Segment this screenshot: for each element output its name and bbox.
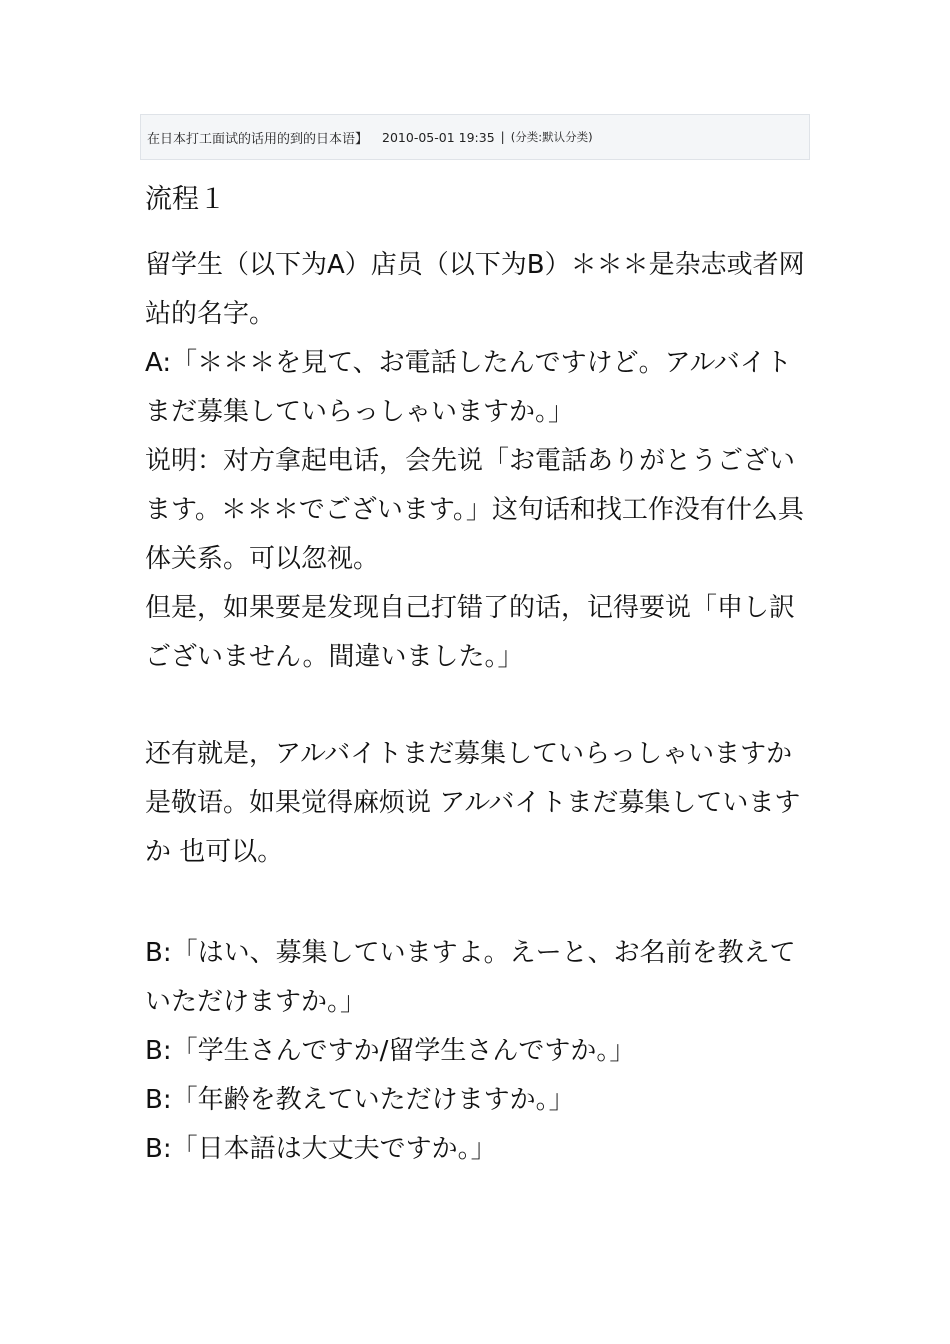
intro-paragraph: 留学生（以下为A）店员（以下为B）＊＊＊是杂志或者网站的名字。 <box>145 250 805 329</box>
dialog-line-b: B:「日本語は大丈夫ですか。」 <box>145 1134 497 1164</box>
mistake-paragraph: 但是，如果要是发现自己打错了的话，记得要说「申し訳ございません。間違いました。」 <box>145 593 796 672</box>
category-label[interactable]: (分类:默认分类) <box>510 130 593 144</box>
paragraph-spacer <box>145 877 810 929</box>
explanation-paragraph: 说明：对方拿起电话，会先说「お電話ありがとうございます。＊＊＊でございます。」这句话和找工作没有什么具体关系。可以忽视。 <box>145 446 804 574</box>
header-separator: | <box>500 130 505 144</box>
article-title[interactable]: 在日本打工面试的话用的到的日本语】 <box>147 131 369 147</box>
section-heading: 流程１ <box>145 184 226 215</box>
dialog-line-b: B:「はい、募集していますよ。えーと、お名前を教えていただけますか。」 <box>145 938 796 1017</box>
article-body <box>145 176 810 1174</box>
dialog-line-a: A:「＊＊＊を見て、お電話したんですけど。アルバイトまだ募集していらっしゃいますか。」 <box>145 348 792 427</box>
article-header <box>140 114 810 160</box>
dialog-line-b: B:「学生さんですか/留学生さんですか。」 <box>145 1036 636 1066</box>
keigo-note-paragraph: 还有就是，アルバイトまだ募集していらっしゃいますか 是敬语。如果觉得麻烦说 アルバイトまだ募集していますか 也可以。 <box>145 739 801 867</box>
dialog-line-b: B:「年齢を教えていただけますか。」 <box>145 1085 575 1115</box>
paragraph-spacer <box>145 682 810 730</box>
post-date: 2010-05-01 19:35 <box>382 129 495 145</box>
